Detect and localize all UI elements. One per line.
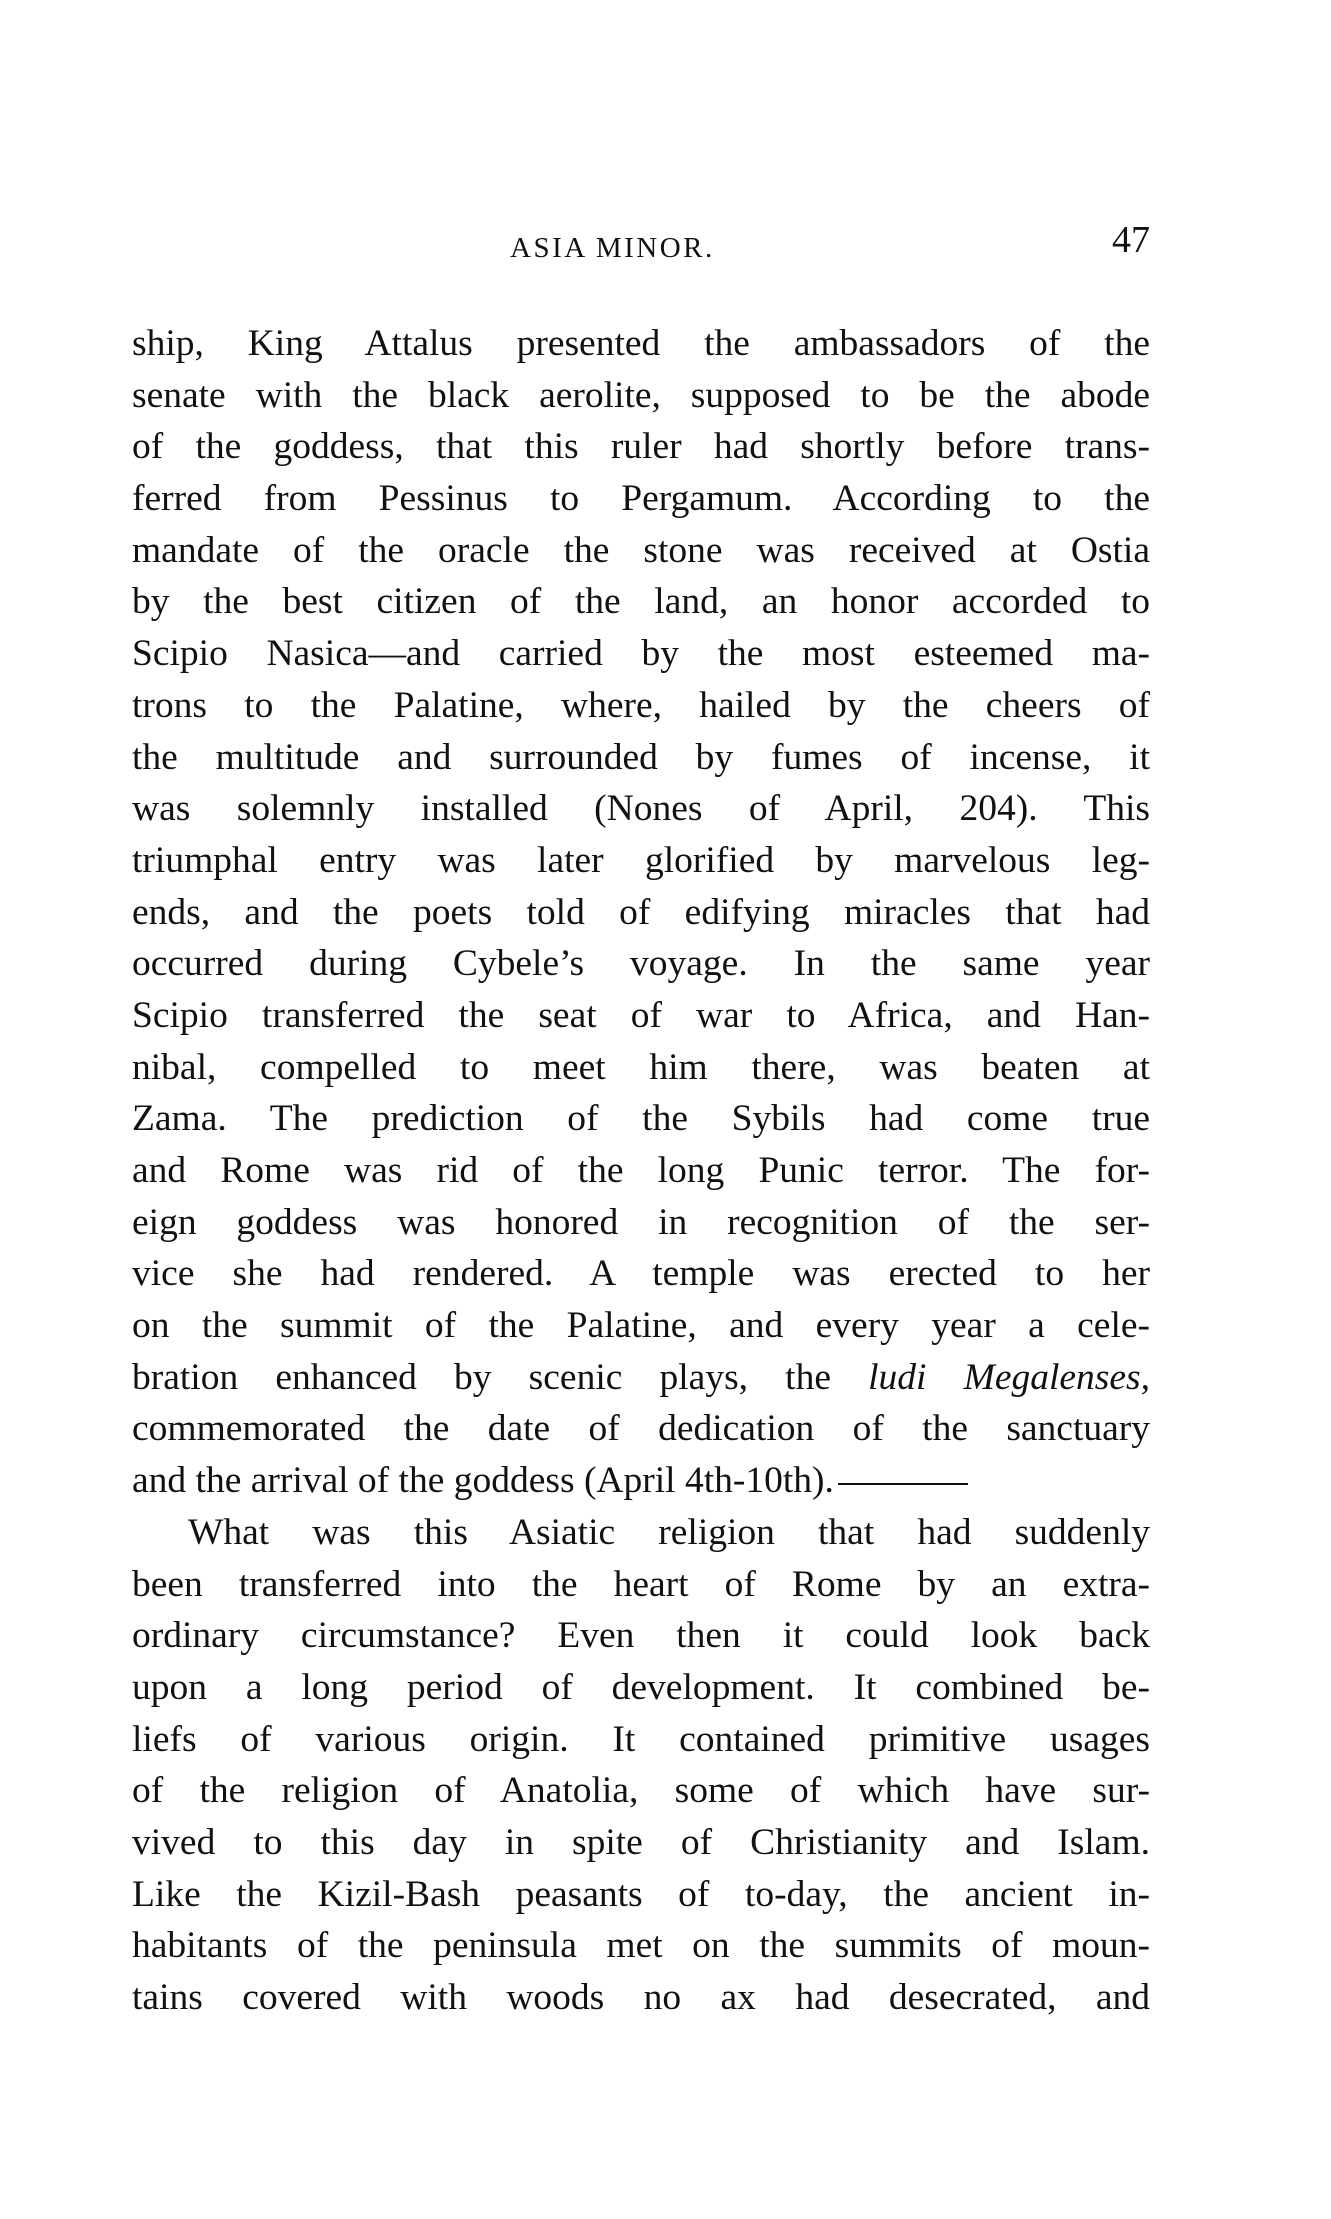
running-title: ASIA MINOR.: [510, 232, 715, 264]
text-line: on the summit of the Palatine, and every year a cele-: [132, 1305, 1150, 1347]
text-line: ship, King Attalus presented the ambassadors of the: [132, 323, 1150, 364]
text-line: was solemnly installed (Nones of April, 204). This: [132, 788, 1150, 830]
text-line: commemorated the date of dedication of the sanctuary: [132, 1408, 1150, 1450]
text-line: triumphal entry was later glorified by marvelous leg-: [132, 839, 1150, 881]
text-line: eign goddess was honored in recognition of the ser-: [132, 1201, 1150, 1243]
text-line: liefs of various origin. It contained primitive usages: [132, 1718, 1150, 1760]
text-line: ordinary circumstance? Even then it could look back: [132, 1615, 1150, 1657]
text-line: habitants of the peninsula met on the summits of moun-: [132, 1925, 1150, 1967]
text-run: and the arrival of the goddess (April 4th-10th).: [132, 1460, 834, 1502]
text-line: by the best citizen of the land, an honor accorded to: [132, 581, 1150, 623]
text-line: tains covered with woods no ax had desecrated, and: [132, 1977, 1150, 2018]
text-line: been transferred into the heart of Rome by an extra-: [132, 1563, 1150, 1605]
text-line: nibal, compelled to meet him there, was beaten at: [132, 1046, 1150, 1088]
body-text: [132, 318, 1150, 2024]
text-line: [132, 1352, 1150, 1404]
text-line: Scipio Nasica—and carried by the most esteemed ma-: [132, 633, 1150, 675]
paragraph-2: [132, 1507, 1150, 2024]
text-line: What was this Asiatic religion that had suddenly: [188, 1511, 1150, 1553]
text-line: upon a long period of development. It combined be-: [132, 1666, 1150, 1708]
text-line: Scipio transferred the seat of war to Africa, and Han-: [132, 994, 1150, 1036]
text-run: bration enhanced by scenic plays, the: [132, 1356, 869, 1398]
text-line: trons to the Palatine, where, hailed by the cheers of: [132, 684, 1150, 726]
text-line: Like the Kizil-Bash peasants of to-day, the ancient in-: [132, 1873, 1150, 1915]
text-line: senate with the black aerolite, supposed to be the abode: [132, 374, 1150, 416]
text-line: vice she had rendered. A temple was erected to her: [132, 1253, 1150, 1295]
text-line: the multitude and surrounded by fumes of incense, it: [132, 736, 1150, 778]
text-line: of the religion of Anatolia, some of which have sur-: [132, 1770, 1150, 1812]
page-number: 47: [1112, 219, 1150, 261]
text-line: mandate of the oracle the stone was received at Ostia: [132, 529, 1150, 571]
paragraph-1: [132, 318, 1150, 1507]
end-rule: [838, 1483, 968, 1485]
text-line: vived to this day in spite of Christianity and Islam.: [132, 1821, 1150, 1863]
text-line: ferred from Pessinus to Pergamum. According to the: [132, 478, 1150, 520]
text-line: Zama. The prediction of the Sybils had come true: [132, 1098, 1150, 1140]
text-line: [132, 1455, 1150, 1507]
running-head: [130, 218, 1150, 278]
text-line: ends, and the poets told of edifying miracles that had: [132, 891, 1150, 933]
latin-term: ludi Megalenses,: [868, 1356, 1150, 1398]
text-line: of the goddess, that this ruler had shortly before trans-: [132, 426, 1150, 468]
text-line: occurred during Cybele’s voyage. In the same year: [132, 943, 1150, 985]
text-line: and Rome was rid of the long Punic terror. The for-: [132, 1150, 1150, 1191]
